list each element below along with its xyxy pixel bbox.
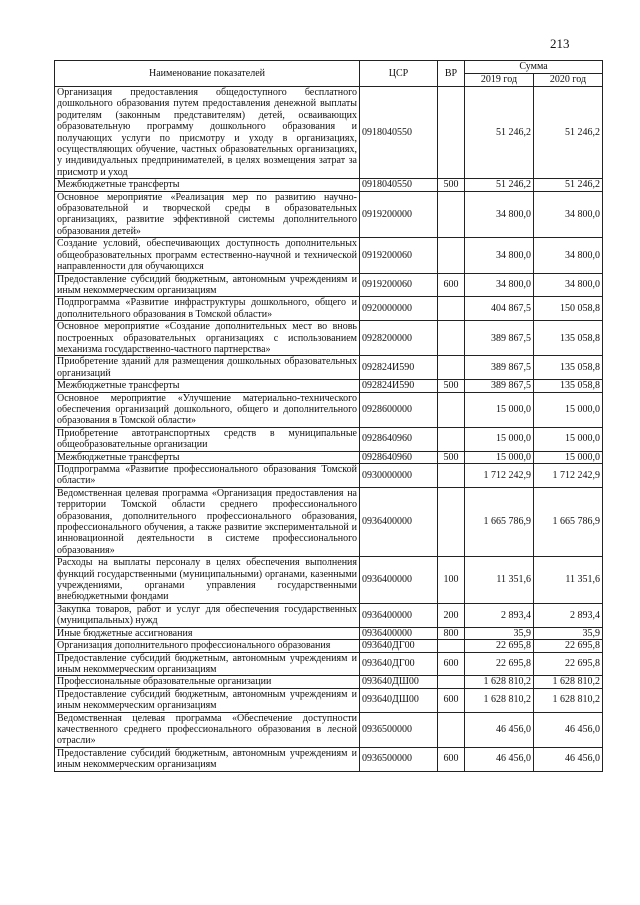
row-sum-2019: 22 695,8 [465,640,534,652]
row-sum-2019: 1 665 786,9 [465,487,534,556]
row-sum-2019: 51 246,2 [465,87,534,179]
row-name: Межбюджетные трансферты [55,179,360,191]
row-name: Ведомственная целевая программа «Организация предоставления на территории Томской области среднего профессионального образования, дополнительного профессионального образования, профессионального обучения, а также развитие экспериментальной и инновационной деятельности в системе профессионального образования» [55,487,360,556]
row-sum-2020: 46 456,0 [534,747,603,771]
row-csr: 092824И590 [360,356,438,380]
row-vr [438,427,465,451]
row-sum-2019: 1 628 810,2 [465,688,534,712]
table-row [55,297,603,321]
row-name: Подпрограмма «Развитие инфраструктуры дошкольного, общего и дополнительного образования в Томской области» [55,297,360,321]
row-csr: 0918040550 [360,87,438,179]
row-sum-2020: 35,9 [534,627,603,639]
row-vr [438,87,465,179]
row-name: Межбюджетные трансферты [55,380,360,392]
row-vr [438,392,465,427]
row-vr [438,712,465,747]
table-row [55,179,603,191]
row-name: Иные бюджетные ассигнования [55,627,360,639]
row-sum-2019: 389 867,5 [465,356,534,380]
row-sum-2020: 15 000,0 [534,427,603,451]
row-vr [438,356,465,380]
row-csr: 093640ДГ00 [360,652,438,676]
row-csr: 092824И590 [360,380,438,392]
table-row [55,640,603,652]
table-row [55,321,603,356]
row-sum-2020: 150 058,8 [534,297,603,321]
row-csr: 093640ДШ00 [360,676,438,688]
row-sum-2020: 1 628 810,2 [534,688,603,712]
row-sum-2019: 34 800,0 [465,238,534,273]
row-sum-2020: 15 000,0 [534,392,603,427]
row-name: Предоставление субсидий бюджетным, автономным учреждениям и иным некоммерческим организациям [55,688,360,712]
row-sum-2020: 1 712 242,9 [534,464,603,488]
row-sum-2019: 34 800,0 [465,191,534,238]
row-sum-2019: 15 000,0 [465,427,534,451]
table-row [55,712,603,747]
row-csr: 0928200000 [360,321,438,356]
row-vr [438,297,465,321]
table-row [55,676,603,688]
table-row [55,451,603,463]
row-vr [438,640,465,652]
row-vr: 600 [438,688,465,712]
header-year-2019: 2019 год [465,74,534,87]
row-sum-2020: 135 058,8 [534,356,603,380]
table-row [55,464,603,488]
row-csr: 0919200060 [360,238,438,273]
table-row [55,427,603,451]
table-row [55,487,603,556]
row-vr: 500 [438,179,465,191]
row-sum-2020: 51 246,2 [534,179,603,191]
row-sum-2019: 11 351,6 [465,557,534,604]
row-sum-2020: 34 800,0 [534,273,603,297]
table-body [55,87,603,772]
row-vr [438,676,465,688]
row-sum-2020: 1 665 786,9 [534,487,603,556]
row-name: Основное мероприятие «Создание дополнительных мест во вновь построенных образовательных организациях с использованием механизма государственно-частного партнерства» [55,321,360,356]
row-sum-2019: 22 695,8 [465,652,534,676]
row-sum-2019: 1 712 242,9 [465,464,534,488]
row-csr: 0936500000 [360,747,438,771]
row-name: Межбюджетные трансферты [55,451,360,463]
row-name: Профессиональные образовательные организации [55,676,360,688]
row-sum-2020: 22 695,8 [534,640,603,652]
row-sum-2020: 22 695,8 [534,652,603,676]
row-csr: 0928640960 [360,427,438,451]
row-name: Расходы на выплаты персоналу в целях обеспечения выполнения функций государственными (муниципальными) органами, казенными учреждениями, органами управления государственными внебюджетными фондами [55,557,360,604]
row-csr: 0930000000 [360,464,438,488]
row-csr: 0936400000 [360,487,438,556]
row-vr [438,464,465,488]
row-name: Приобретение автотранспортных средств в муниципальные общеобразовательные организации [55,427,360,451]
row-vr: 100 [438,557,465,604]
row-vr [438,191,465,238]
table-row [55,652,603,676]
header-csr: ЦСР [360,61,438,87]
row-sum-2019: 46 456,0 [465,747,534,771]
row-sum-2020: 1 628 810,2 [534,676,603,688]
row-name: Приобретение зданий для размещения дошкольных образовательных организаций [55,356,360,380]
row-sum-2020: 2 893,4 [534,603,603,627]
row-csr: 0919200060 [360,273,438,297]
row-name: Закупка товаров, работ и услуг для обеспечения государственных (муниципальных) нужд [55,603,360,627]
header-name: Наименование показателей [55,61,360,87]
row-sum-2019: 34 800,0 [465,273,534,297]
table-row [55,87,603,179]
row-name: Предоставление субсидий бюджетным, автономным учреждениям и иным некоммерческим организациям [55,747,360,771]
table-row [55,688,603,712]
row-csr: 0936400000 [360,557,438,604]
row-name: Создание условий, обеспечивающих доступность дополнительных общеобразовательных программ естественно-научной и технической направленности для обучающихся [55,238,360,273]
row-csr: 0936500000 [360,712,438,747]
row-sum-2020: 135 058,8 [534,380,603,392]
row-csr: 0918040550 [360,179,438,191]
table-row [55,627,603,639]
row-name: Организация дополнительного профессионального образования [55,640,360,652]
header-year-2020: 2020 год [534,74,603,87]
table-row [55,191,603,238]
table-row [55,392,603,427]
table-row [55,238,603,273]
row-vr [438,487,465,556]
row-csr: 093640ДГ00 [360,640,438,652]
row-sum-2019: 15 000,0 [465,392,534,427]
row-csr: 0936400000 [360,603,438,627]
row-sum-2019: 51 246,2 [465,179,534,191]
header-sum: Сумма [465,61,603,74]
row-vr: 800 [438,627,465,639]
row-vr: 200 [438,603,465,627]
row-vr [438,238,465,273]
row-sum-2020: 46 456,0 [534,712,603,747]
row-vr: 600 [438,747,465,771]
budget-table [54,60,603,772]
row-vr: 600 [438,652,465,676]
table-row [55,356,603,380]
row-vr: 500 [438,451,465,463]
row-name: Организация предоставления общедоступного бесплатного дошкольного образования путем предоставления денежной выплаты родителям (законным представителям) детей, осваивающих образовательную программу дошкольного образования и получающих услуги по присмотру и уходу в организациях, осуществляющих обучение, частных образовательных организациях, у индивидуальных предпринимателей, в целях возмещения затрат за присмотр и уход [55,87,360,179]
table-row [55,273,603,297]
row-vr: 600 [438,273,465,297]
row-csr: 0928640960 [360,451,438,463]
row-sum-2019: 1 628 810,2 [465,676,534,688]
row-csr: 0919200000 [360,191,438,238]
row-name: Ведомственная целевая программа «Обеспечение доступности качественного среднего профессионального образования в лесной отрасли» [55,712,360,747]
row-sum-2019: 15 000,0 [465,451,534,463]
table-row [55,747,603,771]
header-vr: ВР [438,61,465,87]
row-name: Предоставление субсидий бюджетным, автономным учреждениям и иным некоммерческим организациям [55,652,360,676]
row-name: Основное мероприятие «Реализация мер по развитию научно-образовательной и творческой среды в образовательных организациях, развитие эффективной системы дополнительного образования детей» [55,191,360,238]
row-sum-2019: 46 456,0 [465,712,534,747]
table-row [55,603,603,627]
row-sum-2020: 135 058,8 [534,321,603,356]
row-name: Основное мероприятие «Улучшение материально-технического обеспечения организаций дошкольного, общего и дополнительного образования в Томской области» [55,392,360,427]
row-sum-2019: 35,9 [465,627,534,639]
row-sum-2020: 34 800,0 [534,238,603,273]
row-vr: 500 [438,380,465,392]
row-sum-2020: 11 351,6 [534,557,603,604]
table-row [55,380,603,392]
row-sum-2019: 389 867,5 [465,321,534,356]
row-name: Подпрограмма «Развитие профессионального образования Томской области» [55,464,360,488]
row-sum-2019: 389 867,5 [465,380,534,392]
row-sum-2020: 51 246,2 [534,87,603,179]
row-vr [438,321,465,356]
row-sum-2019: 2 893,4 [465,603,534,627]
row-csr: 093640ДШ00 [360,688,438,712]
row-csr: 0920000000 [360,297,438,321]
row-csr: 0928600000 [360,392,438,427]
table-row [55,557,603,604]
row-name: Предоставление субсидий бюджетным, автономным учреждениям и иным некоммерческим организациям [55,273,360,297]
page-number: 213 [550,36,570,51]
row-sum-2020: 15 000,0 [534,451,603,463]
row-sum-2020: 34 800,0 [534,191,603,238]
row-sum-2019: 404 867,5 [465,297,534,321]
row-csr: 0936400000 [360,627,438,639]
